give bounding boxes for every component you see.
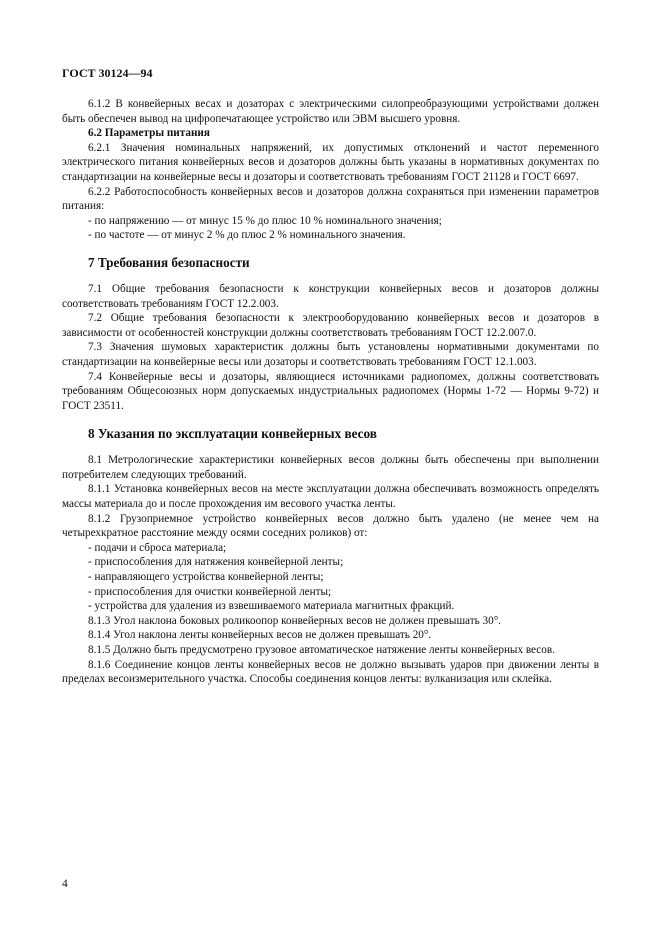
paragraph-7-2: 7.2 Общие требования безопасности к электрооборудованию конвейерных весов и дозаторов в зависимости от особенностей конструкции должны соответствовать требованиям ГОСТ 12.2.007.0.: [62, 312, 599, 339]
document-body: [62, 97, 599, 687]
paragraph-8-1-4: 8.1.4 Угол наклона ленты конвейерных весов не должен превышать 20°.: [88, 629, 432, 642]
paragraph-8-1-5: 8.1.5 Должно быть предусмотрено грузовое автоматическое натяжение ленты конвейерных весов.: [88, 644, 555, 656]
paragraph-8-1-2: 8.1.2 Грузоприемное устройство конвейерных весов должно быть удалено (не менее чем на четырехкратное расстояние между осями соседних роликов) от:: [62, 512, 599, 540]
paragraph-8-1: 8.1 Метрологические характеристики конвейерных весов должны быть обеспечены при выполнении потребителем следующих требований.: [62, 454, 599, 481]
subheading-6-2: 6.2 Параметры питания: [88, 127, 210, 140]
paragraph-8-1-6: 8.1.6 Соединение концов ленты конвейерных весов не должно вызывать ударов при движении ленты в пределах весоизмерительного участка. Способы соединения концов ленты: вулканизация или склейка.: [62, 658, 599, 686]
list-item: - направляющего устройства конвейерной ленты;: [88, 571, 324, 584]
list-item: - приспособления для очистки конвейерной ленты;: [88, 585, 332, 598]
document-header: ГОСТ 30124—94: [62, 66, 153, 80]
section-8-title: 8 Указания по эксплуатации конвейерных весов: [88, 426, 377, 442]
paragraph-8-1-1: 8.1.1 Установка конвейерных весов на месте эксплуатации должна обеспечивать возможность определять массы материала до и после прохождения им весового участка ленты.: [62, 483, 599, 511]
paragraph-7-1: 7.1 Общие требования безопасности к конструкции конвейерных весов и дозаторов должны соответствовать требованиям ГОСТ 12.2.003.: [62, 282, 599, 310]
paragraph-7-4: 7.4 Конвейерные весы и дозаторы, являющиеся источниками радиопомех, должны соответствовать требованиям Общесоюзных норм допускаемых индустриальных радиопомех (Нормы 1-72 — Нормы 9-72) и ГОСТ 23511.: [62, 370, 599, 412]
list-item: - устройства для удаления из взвешиваемого материала магнитных фракций.: [88, 600, 455, 613]
page-number: 4: [62, 878, 68, 890]
list-item: - по напряжению — от минус 15 % до плюс 10 % номинального значения;: [88, 214, 442, 227]
section-7-title: 7 Требования безопасности: [88, 254, 250, 270]
paragraph-6-1-2: 6.1.2 В конвейерных весах и дозаторах с электрическими силопреобразующими устройствами должен быть обеспечен вывод на цифропечатающее устройство или ЭВМ высшего уровня.: [62, 98, 599, 125]
paragraph-7-3: 7.3 Значения шумовых характеристик должны быть установлены нормативными документами по стандартизации на конвейерные весы или дозаторы и соответствовать требованиям ГОСТ 12.1.003.: [62, 341, 599, 368]
paragraph-6-2-1: 6.2.1 Значения номинальных напряжений, их допустимых отклонений и частот переменного электрического питания конвейерных весов и дозаторов должны быть указаны в нормативных документах по стандартизации на конвейерные весы и дозаторы и соответствовать требованиям ГОСТ 21128 и ГОСТ 6697.: [62, 141, 599, 183]
list-item: - подачи и сброса материала;: [88, 541, 227, 554]
list-item: - по частоте — от минус 2 % до плюс 2 % номинального значения.: [88, 229, 406, 242]
paragraph-6-2-2: 6.2.2 Работоспособность конвейерных весов и дозаторов должна сохраняться при изменении параметров питания:: [62, 185, 599, 213]
paragraph-8-1-3: 8.1.3 Угол наклона боковых роликоопор конвейерных весов не должен превышать 30°.: [88, 614, 501, 627]
list-item: - приспособления для натяжения конвейерной ленты;: [88, 556, 344, 569]
